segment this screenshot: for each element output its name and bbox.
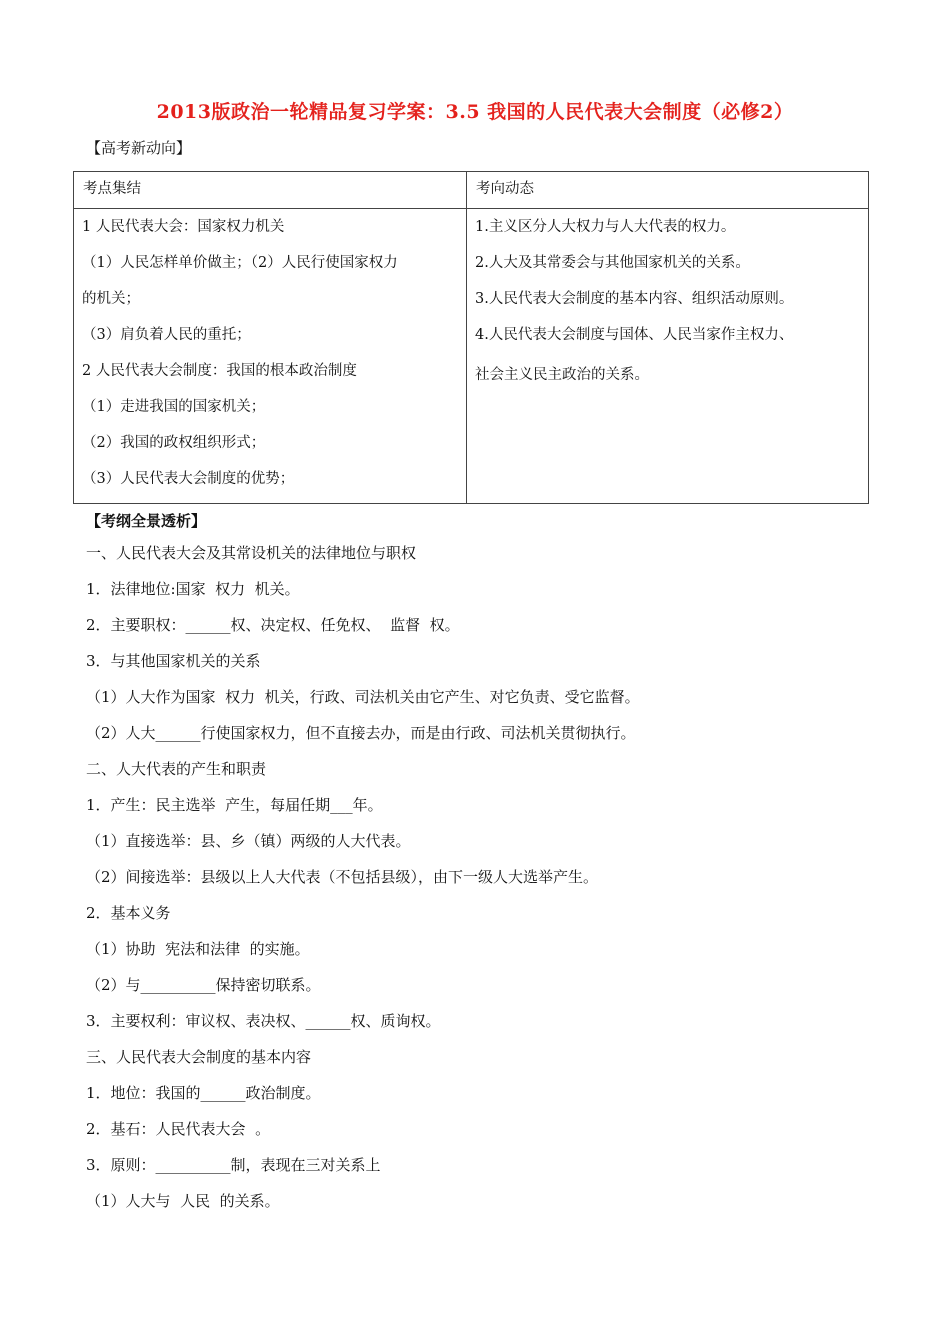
list-item: 2 人民代表大会制度：我国的根本政治制度 — [82, 363, 357, 379]
list-item: （2）人大______行使国家权力，但不直接去办，而是由行政、司法机关贯彻执行。 — [86, 724, 636, 742]
table-row — [74, 209, 869, 504]
list-item: 社会主义民主政治的关系。 — [475, 367, 649, 383]
list-item: 2．主要职权：______权、决定权、任免权、 监督 权。 — [86, 616, 460, 634]
list-item: （1）协助 宪法和法律 的实施。 — [86, 940, 310, 958]
list-item: （3）肩负着人民的重托； — [82, 327, 251, 343]
list-item: （1）走进我国的国家机关； — [82, 399, 266, 415]
syllabus-content — [86, 540, 640, 1224]
list-item: 2．基本义务 — [86, 904, 171, 922]
table-header-cell: 考点集结 — [83, 181, 141, 197]
section-title: 二、人大代表的产生和职责 — [86, 760, 267, 778]
list-item: 1．法律地位:国家 权力 机关。 — [86, 580, 300, 598]
list-item: （3）人民代表大会制度的优势； — [82, 471, 295, 487]
list-item: 1．产生：民主选举 产生，每届任期___年。 — [86, 796, 383, 814]
section-title: 三、人民代表大会制度的基本内容 — [86, 1048, 312, 1066]
list-item: 3．与其他国家机关的关系 — [86, 652, 261, 670]
list-item: （1）人大作为国家 权力 机关，行政、司法机关由它产生、对它负责、受它监督。 — [86, 688, 640, 706]
section-heading-exam-trends: 【高考新动向】 — [86, 139, 192, 157]
table-header-cell: 考向动态 — [476, 181, 534, 197]
list-item: （2）我国的政权组织形式； — [82, 435, 266, 451]
list-item: （1）人民怎样单价做主；（2）人民行使国家权力 — [82, 255, 398, 271]
list-item: 1.主义区分人大权力与人大代表的权力。 — [475, 219, 736, 235]
section-heading-syllabus: 【考纲全景透析】 — [86, 512, 207, 530]
list-item: （2）与__________保持密切联系。 — [86, 976, 321, 994]
list-item: （2）间接选举：县级以上人大代表（不包括县级），由下一级人大选举产生。 — [86, 868, 599, 886]
list-item: 的机关； — [82, 291, 140, 307]
exam-points-table — [73, 171, 869, 504]
list-item: 4.人民代表大会制度与国体、人民当家作主权力、 — [475, 327, 794, 343]
page-title: 2013版政治一轮精品复习学案：3.5 我国的人民代表大会制度（必修2） — [156, 101, 794, 123]
list-item: 2.人大及其常委会与其他国家机关的关系。 — [475, 255, 750, 271]
list-item: 1．地位：我国的______政治制度。 — [86, 1084, 321, 1102]
list-item: （1）直接选举：县、乡（镇）两级的人大代表。 — [86, 832, 411, 850]
exam-points-cell — [74, 209, 466, 503]
list-item: 3．主要权利：审议权、表决权、______权、质询权。 — [86, 1012, 441, 1030]
list-item: 3．原则：__________制，表现在三对关系上 — [86, 1156, 381, 1174]
list-item: 1 人民代表大会：国家权力机关 — [82, 219, 285, 235]
section-title: 一、人民代表大会及其常设机关的法律地位与职权 — [86, 544, 417, 562]
list-item: （1）人大与 人民 的关系。 — [86, 1192, 280, 1210]
list-item: 3.人民代表大会制度的基本内容、组织活动原则。 — [475, 291, 794, 307]
exam-trends-cell — [467, 209, 868, 503]
list-item: 2．基石：人民代表大会 。 — [86, 1120, 271, 1138]
table-header-row — [74, 172, 869, 209]
